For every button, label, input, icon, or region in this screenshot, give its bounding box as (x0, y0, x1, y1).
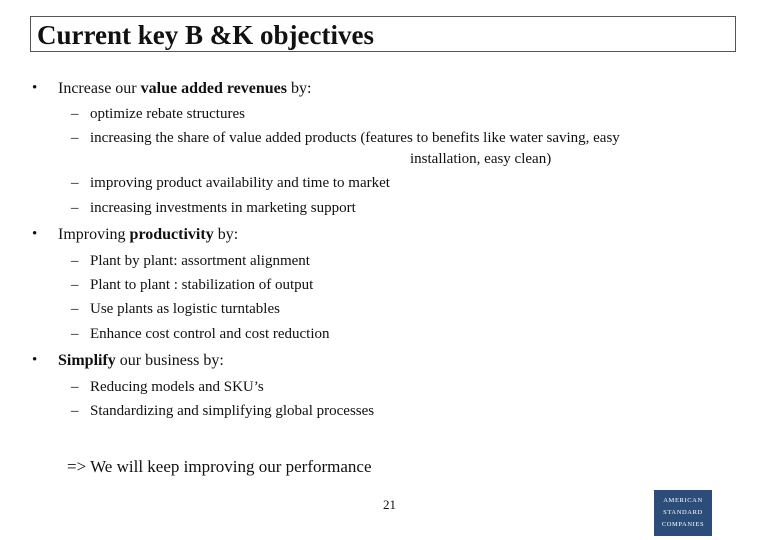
dash-marker: – (71, 326, 79, 342)
section-1-lead-post: by: (287, 80, 312, 97)
dash-marker: – (71, 175, 79, 191)
section-1-item-4: increasing investments in marketing support (90, 200, 356, 216)
slide-title: Current key B &K objectives (37, 20, 374, 50)
section-1-item-2: increasing the share of value added products (features to benefits like water saving, easy (90, 130, 620, 146)
page-number: 21 (383, 497, 396, 512)
logo-line-1: AMERICAN (663, 497, 703, 504)
logo-line-2: STANDARD (663, 509, 703, 516)
bullet-marker-3: • (32, 352, 38, 368)
section-3-lead-post: our business by: (115, 352, 224, 369)
logo-line-3: COMPANIES (661, 521, 705, 528)
section-2-item-2: Plant to plant : stabilization of output (90, 277, 314, 293)
section-2-lead (58, 226, 238, 244)
dash-marker: – (71, 200, 79, 216)
dash-marker: – (71, 277, 79, 293)
section-3-item-1: Reducing models and SKU’s (90, 379, 264, 395)
section-1-item-3: improving product availability and time to market (90, 175, 390, 191)
title-box (30, 16, 736, 52)
section-2-lead-pre: Improving (58, 226, 130, 243)
dash-marker: – (71, 403, 79, 419)
section-1-item-2-cont: installation, easy clean) (410, 151, 552, 167)
section-2-item-4: Enhance cost control and cost reduction (90, 326, 330, 342)
section-1-item-1: optimize rebate structures (90, 106, 245, 122)
section-3-lead-bold: Simplify (58, 352, 116, 369)
section-3-lead (58, 352, 224, 370)
section-2-item-3: Use plants as logistic turntables (90, 301, 280, 317)
section-2-lead-post: by: (213, 226, 239, 243)
dash-marker: – (71, 130, 79, 146)
bullet-marker-2: • (32, 226, 38, 242)
section-2-item-1: Plant by plant: assortment alignment (90, 253, 310, 269)
dash-marker: – (71, 106, 79, 122)
section-3-item-2: Standardizing and simplifying global processes (90, 403, 375, 419)
section-1-lead-bold: value added revenues (140, 80, 288, 97)
american-standard-logo (654, 490, 712, 536)
bullet-marker-1: • (32, 80, 38, 96)
conclusion-text: => We will keep improving our performance (67, 457, 372, 476)
dash-marker: – (71, 301, 79, 317)
section-1-lead (58, 80, 311, 98)
section-2-lead-bold: productivity (129, 226, 214, 243)
section-1-lead-pre: Increase our (58, 80, 141, 97)
dash-marker: – (71, 379, 79, 395)
dash-marker: – (71, 253, 79, 269)
